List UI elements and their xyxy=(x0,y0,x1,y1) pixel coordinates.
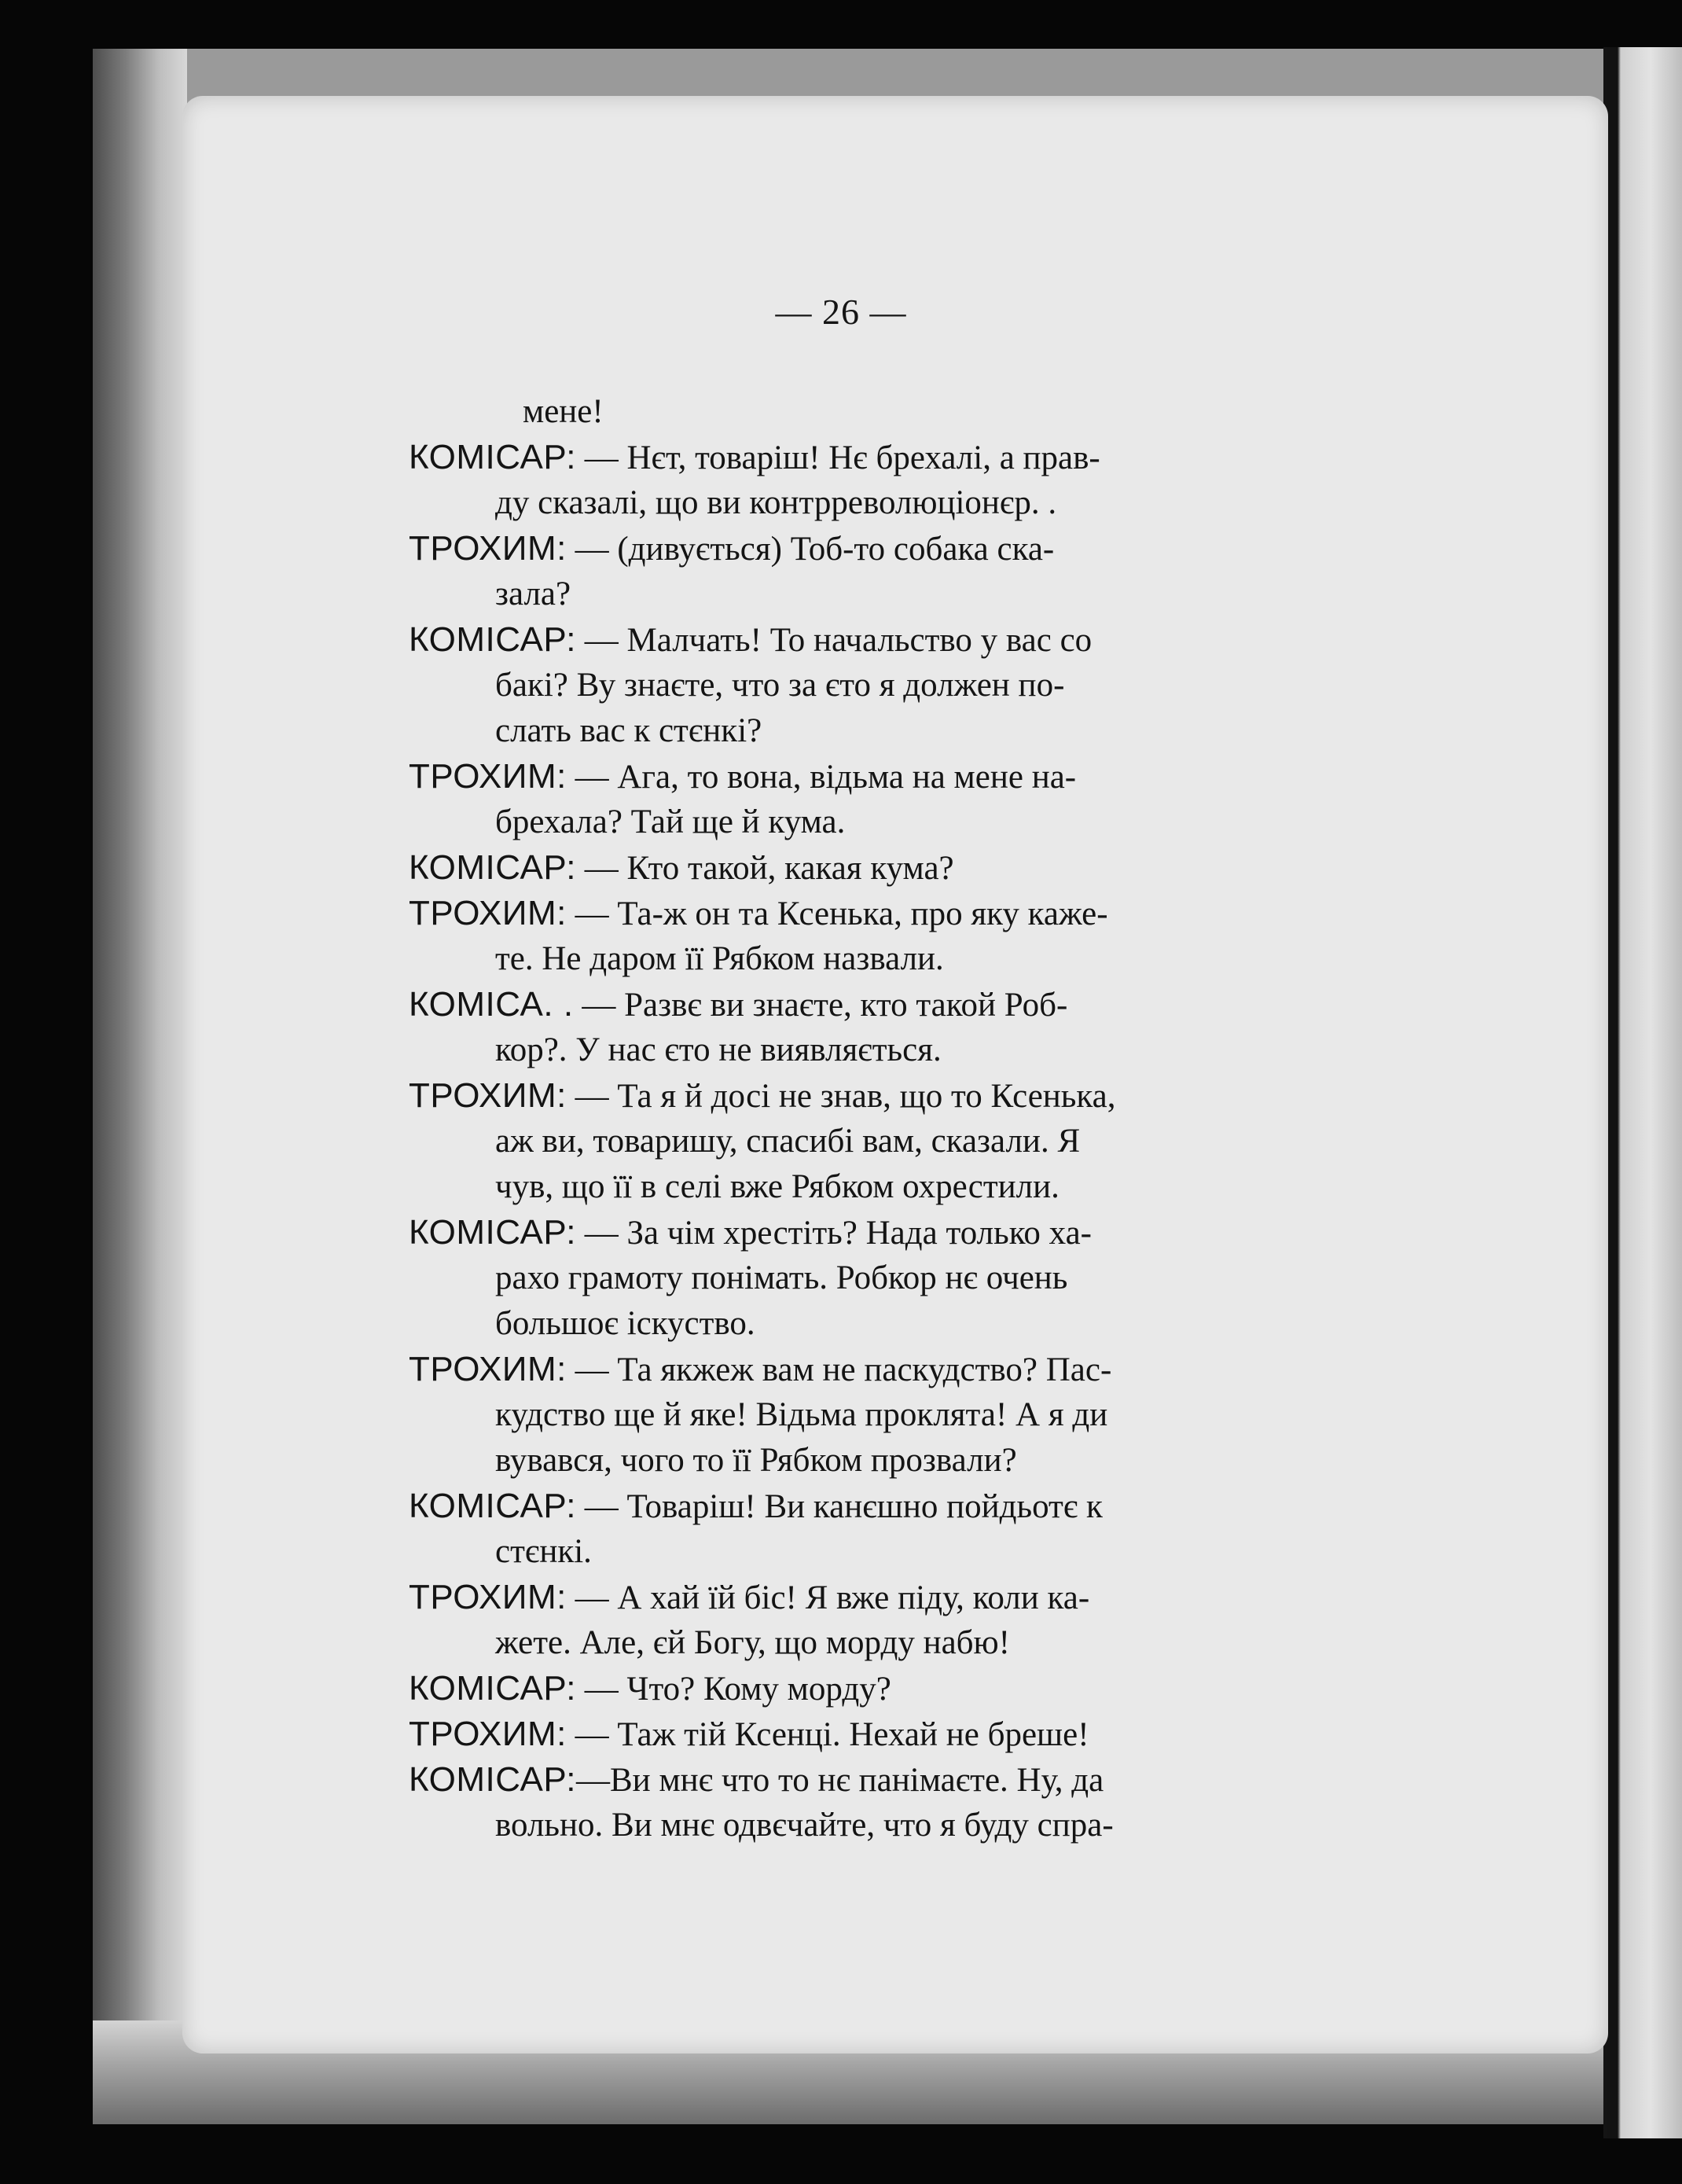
line-text: кудство ще й яке! Відьма проклята! А я ди xyxy=(495,1396,1108,1433)
dialogue-line xyxy=(409,617,1364,663)
line-text: — Ага, то вона, відьма на мене на- xyxy=(566,759,1077,796)
dialogue-line xyxy=(409,982,1364,1028)
speaker-name: КОМІСАР: xyxy=(409,1669,576,1708)
speaker-name: КОМІСАР: xyxy=(409,438,576,476)
speaker-name: КОМІСАР: xyxy=(409,848,576,887)
line-text: бакі? Ву знаєте, что за єто я должен по- xyxy=(495,667,1065,704)
line-text: брехала? Тай ще й кума. xyxy=(495,803,846,840)
dialogue-line xyxy=(409,891,1364,936)
speaker-name: ТРОХИМ: xyxy=(409,529,567,568)
line-text: — Товаріш! Ви канєшно пойдьотє к xyxy=(576,1488,1103,1525)
page-number: — 26 — xyxy=(775,292,907,332)
line-text: рахо грамоту понімать. Робкор нє очень xyxy=(495,1259,1068,1296)
text-line xyxy=(409,663,1364,708)
text-line xyxy=(409,389,1364,435)
text-line xyxy=(409,480,1364,526)
line-text: аж ви, товаришу, спасибі вам, сказали. Я xyxy=(495,1123,1081,1160)
text-line xyxy=(409,800,1364,845)
speaker-name: ТРОХИМ: xyxy=(409,1715,567,1753)
line-text: кор?. У нас єто не виявляється. xyxy=(495,1031,942,1068)
speaker-name: ТРОХИМ: xyxy=(409,757,567,796)
text-line xyxy=(409,1392,1364,1438)
speaker-name: КОМІСАР: xyxy=(409,1760,576,1799)
text-line xyxy=(409,572,1364,617)
dialogue-line xyxy=(409,1484,1364,1529)
adjacent-page-strip xyxy=(1603,47,1682,2138)
text-line xyxy=(409,1256,1364,1301)
text-line xyxy=(409,1028,1364,1073)
dialogue-line xyxy=(409,1757,1364,1803)
line-text: стєнкі. xyxy=(495,1533,592,1570)
speaker-name: ТРОХИМ: xyxy=(409,1076,567,1115)
dialogue-line xyxy=(409,1712,1364,1757)
dialogue-line xyxy=(409,754,1364,800)
text-line xyxy=(409,1119,1364,1164)
line-text: слать вас к стєнкі? xyxy=(495,712,762,749)
speaker-name: ТРОХИМ: xyxy=(409,1350,567,1388)
line-text: те. Не даром її Рябком назвали. xyxy=(495,940,944,977)
text-line xyxy=(409,1438,1364,1484)
line-text: — Таж тій Ксенці. Нехай не бреше! xyxy=(566,1716,1089,1753)
text-line xyxy=(409,1529,1364,1575)
speaker-name: КОМІСАР: xyxy=(409,1213,576,1252)
dialogue-line xyxy=(409,1210,1364,1256)
line-text: — (дивується) Тоб-то собака ска- xyxy=(566,531,1055,568)
text-line xyxy=(409,936,1364,982)
line-text: — Та-ж он та Ксенька, про яку каже- xyxy=(566,895,1108,932)
speaker-name: КОМІСА. . xyxy=(409,985,574,1024)
text-line xyxy=(409,1301,1364,1347)
line-text: — Кто такой, какая кума? xyxy=(576,850,954,887)
line-text: ду сказалі, що ви контрреволюціонєр. . xyxy=(495,484,1057,521)
line-text: — А хай їй біс! Я вже піду, коли ка- xyxy=(566,1579,1090,1616)
line-text: чув, що її в селі вже Рябком охрестили. xyxy=(495,1168,1060,1205)
line-text: — Малчать! То начальство у вас со xyxy=(576,622,1093,659)
line-text: — Что? Кому морду? xyxy=(576,1671,891,1708)
dialogue-line xyxy=(409,526,1364,572)
line-text: вольно. Ви мнє одвєчайте, что я буду спра- xyxy=(495,1807,1114,1844)
speaker-name: ТРОХИМ: xyxy=(409,1578,567,1616)
book-spine-edge xyxy=(93,49,187,2124)
line-text: — Та якжеж вам не паскудство? Пас- xyxy=(566,1351,1112,1388)
line-text: жете. Але, єй Богу, що морду набю! xyxy=(495,1624,1010,1661)
line-text: —Ви мнє что то нє панімаєте. Ну, да xyxy=(576,1762,1104,1799)
text-line xyxy=(409,1620,1364,1666)
speaker-name: ТРОХИМ: xyxy=(409,894,567,932)
line-text: мене! xyxy=(523,393,604,430)
text-line xyxy=(409,1803,1364,1848)
play-text xyxy=(409,389,1364,1848)
text-line xyxy=(409,1164,1364,1210)
dialogue-line xyxy=(409,435,1364,480)
line-text: — Нєт, товаріш! Нє брехалі, а прав- xyxy=(576,439,1100,476)
speaker-name: КОМІСАР: xyxy=(409,620,576,659)
dialogue-line xyxy=(409,1575,1364,1620)
line-text: большоє іскуство. xyxy=(495,1305,755,1342)
line-text: — За чім хрестіть? Нада только ха- xyxy=(576,1215,1093,1252)
text-line xyxy=(409,708,1364,754)
line-text: — Та я й досі не знав, що то Ксенька, xyxy=(566,1078,1116,1115)
dialogue-line xyxy=(409,845,1364,891)
line-text: — Развє ви знаєте, кто такой Роб- xyxy=(573,987,1068,1024)
dialogue-line xyxy=(409,1666,1364,1712)
line-text: зала? xyxy=(495,575,571,612)
dialogue-line xyxy=(409,1073,1364,1119)
line-text: вувався, чого то її Рябком прозвали? xyxy=(495,1442,1017,1479)
speaker-name: КОМІСАР: xyxy=(409,1487,576,1525)
dialogue-line xyxy=(409,1347,1364,1392)
